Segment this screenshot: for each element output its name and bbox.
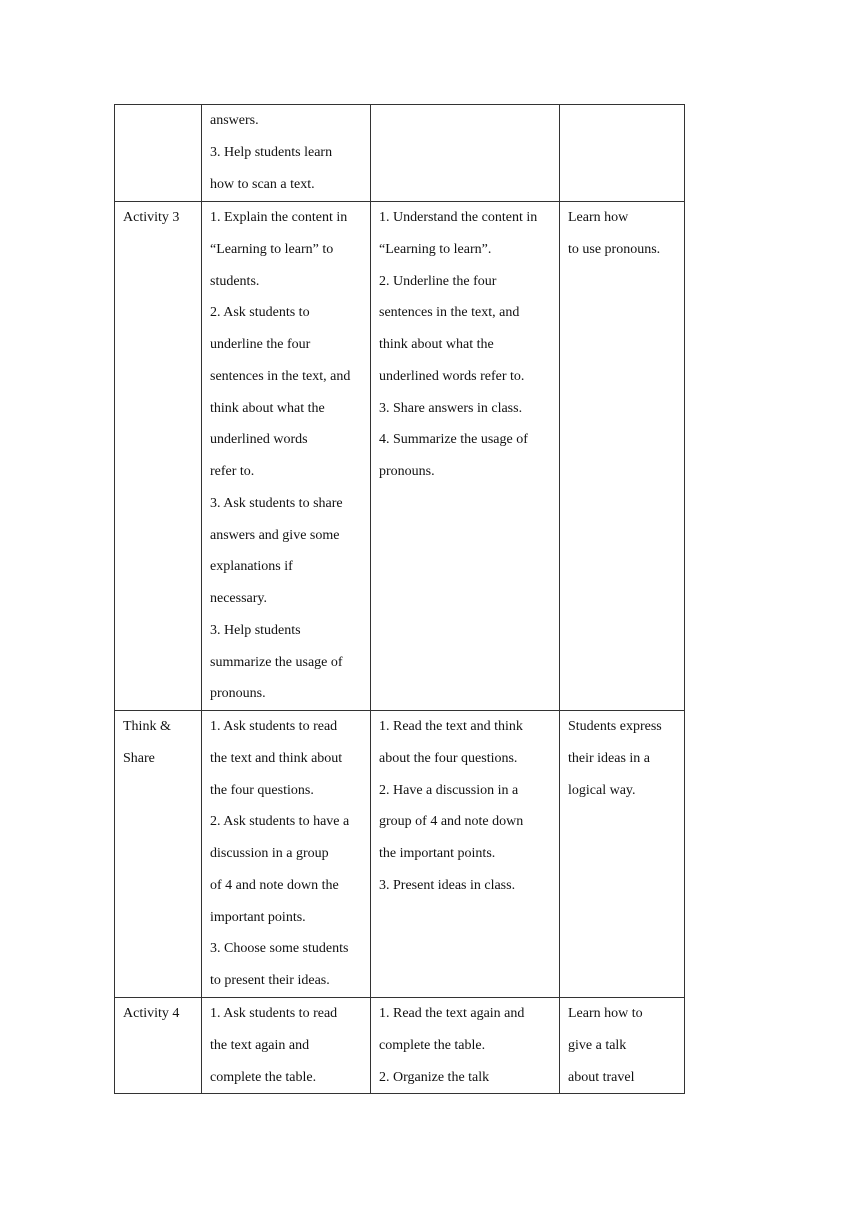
cell-line: 3. Help students learn xyxy=(210,144,333,160)
cell-line: Activity 4 xyxy=(123,1006,180,1021)
cell-line: Activity 3 xyxy=(123,210,180,225)
cell-line: the four questions. xyxy=(210,782,314,798)
cell-line: 1. Read the text again and xyxy=(379,1006,525,1021)
stage-cell xyxy=(115,202,202,711)
purpose-cell xyxy=(560,998,685,1094)
cell-line: Learn how to xyxy=(568,1006,643,1021)
cell-line: answers. xyxy=(210,113,259,128)
student-activity-cell xyxy=(371,711,560,998)
cell-line: 1. Explain the content in xyxy=(210,210,348,225)
stage-cell xyxy=(115,711,202,998)
cell-line: 4. Summarize the usage of xyxy=(379,432,528,448)
cell-line: 3. Ask students to share xyxy=(210,495,343,511)
cell-line: Think & xyxy=(123,719,171,734)
cell-line: answers and give some xyxy=(210,527,340,543)
cell-line: Learn how xyxy=(568,210,629,225)
cell-line: complete the table. xyxy=(379,1037,486,1053)
cell-line: to present their ideas. xyxy=(210,973,330,988)
cell-line: their ideas in a xyxy=(568,750,651,766)
cell-line: refer to. xyxy=(210,464,255,479)
teacher-activity-cell xyxy=(202,998,371,1094)
cell-line: 1. Ask students to read xyxy=(210,1006,338,1021)
cell-line: the text again and xyxy=(210,1037,310,1053)
cell-line: underlined words refer to. xyxy=(379,368,525,384)
lesson-plan-table xyxy=(114,104,685,1094)
lesson-plan-body xyxy=(115,105,685,1094)
table-row xyxy=(115,998,685,1094)
purpose-cell xyxy=(560,202,685,711)
cell-line: underline the four xyxy=(210,337,311,352)
cell-line: 2. Ask students to have a xyxy=(210,814,350,830)
cell-line: think about what the xyxy=(210,400,325,416)
cell-line: necessary. xyxy=(210,591,268,606)
cell-line: “Learning to learn” to xyxy=(210,241,334,257)
cell-line: Students express xyxy=(568,719,662,734)
teacher-activity-cell xyxy=(202,711,371,998)
cell-line: group of 4 and note down xyxy=(379,814,524,830)
cell-line: 2. Organize the talk xyxy=(379,1069,490,1085)
cell-line: 1. Ask students to read xyxy=(210,719,338,734)
student-activity-cell xyxy=(371,998,560,1094)
cell-line: 3. Present ideas in class. xyxy=(379,877,516,893)
cell-line: of 4 and note down the xyxy=(210,877,339,893)
purpose-cell xyxy=(560,105,685,202)
cell-line: think about what the xyxy=(379,337,494,352)
cell-line: 3. Share answers in class. xyxy=(379,400,523,416)
cell-line: about the four questions. xyxy=(379,750,518,766)
cell-line: underlined words xyxy=(210,432,308,448)
cell-line: students. xyxy=(210,273,260,289)
teacher-activity-cell xyxy=(202,105,371,202)
cell-line: the text and think about xyxy=(210,750,343,766)
cell-line: summarize the usage of xyxy=(210,654,343,670)
cell-line: discussion in a group xyxy=(210,846,329,861)
cell-line: “Learning to learn”. xyxy=(379,241,492,257)
table-row xyxy=(115,202,685,711)
cell-line: about travel xyxy=(568,1069,635,1085)
cell-line: 1. Read the text and think xyxy=(379,719,523,734)
cell-line: logical way. xyxy=(568,782,636,798)
cell-line: 2. Ask students to xyxy=(210,305,310,321)
cell-line: sentences in the text, and xyxy=(210,368,351,384)
cell-line: 3. Choose some students xyxy=(210,941,349,957)
stage-cell xyxy=(115,998,202,1094)
student-activity-cell xyxy=(371,105,560,202)
cell-line: sentences in the text, and xyxy=(379,305,520,321)
cell-line: how to scan a text. xyxy=(210,176,315,192)
cell-line: the important points. xyxy=(379,846,496,861)
cell-line: Share xyxy=(123,750,155,766)
cell-line: to use pronouns. xyxy=(568,241,661,257)
table-row xyxy=(115,105,685,202)
purpose-cell xyxy=(560,711,685,998)
cell-line: pronouns. xyxy=(379,464,435,479)
stage-cell xyxy=(115,105,202,202)
cell-line: important points. xyxy=(210,909,306,925)
cell-line: 1. Understand the content in xyxy=(379,210,538,225)
table-row xyxy=(115,711,685,998)
student-activity-cell xyxy=(371,202,560,711)
cell-line: pronouns. xyxy=(210,686,266,702)
cell-line: 2. Have a discussion in a xyxy=(379,782,519,798)
cell-line: explanations if xyxy=(210,559,293,575)
teacher-activity-cell xyxy=(202,202,371,711)
cell-line: complete the table. xyxy=(210,1069,317,1085)
cell-line: 3. Help students xyxy=(210,622,301,638)
cell-line: give a talk xyxy=(568,1037,627,1053)
cell-line: 2. Underline the four xyxy=(379,273,497,289)
